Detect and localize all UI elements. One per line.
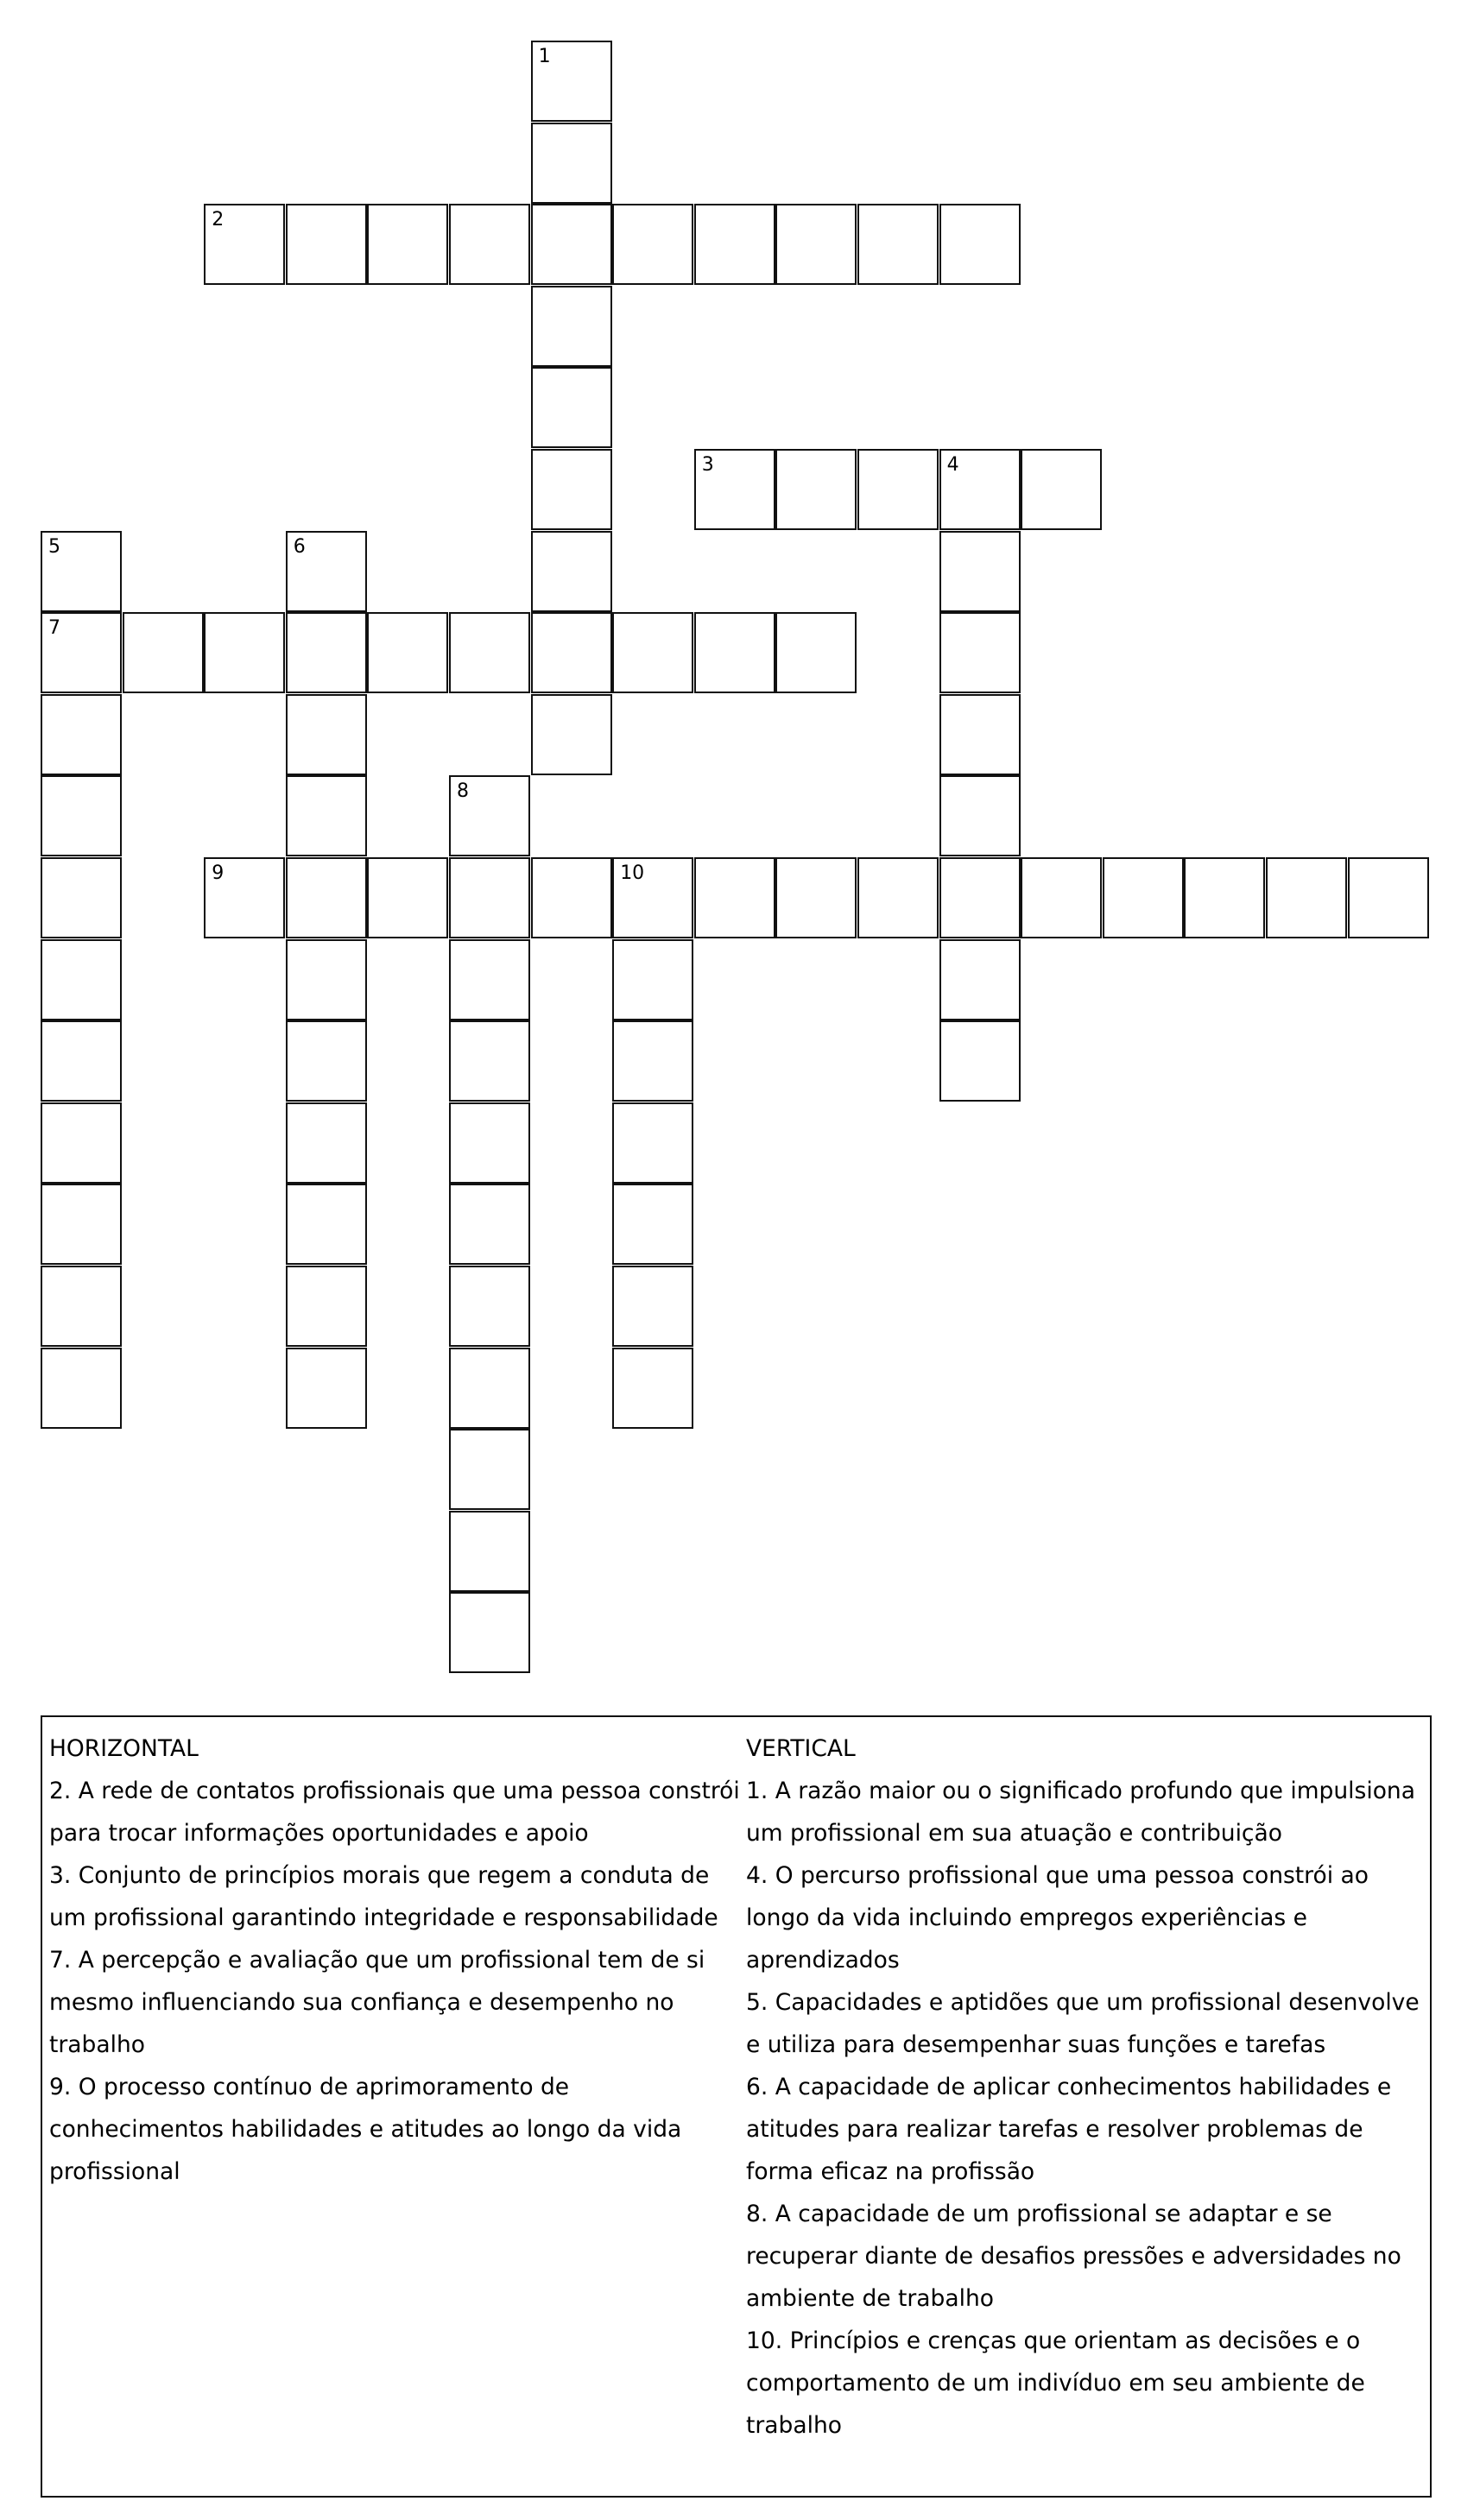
- grid-cell[interactable]: [775, 449, 857, 530]
- grid-cell[interactable]: [531, 449, 612, 530]
- grid-cell[interactable]: [449, 1102, 530, 1184]
- grid-cell[interactable]: [612, 1184, 693, 1265]
- grid-cell[interactable]: [531, 204, 612, 285]
- clue-down-6: 6. A capacidade de aplicar conhecimentos habilidades e atitudes para realizar tarefas e resolver problemas de forma eficaz na profissão: [746, 2074, 1392, 2185]
- grid-cell[interactable]: [286, 857, 367, 938]
- grid-cell[interactable]: [449, 1592, 530, 1673]
- grid-cell[interactable]: [1103, 857, 1184, 938]
- clue-across-9: 9. O processo contínuo de aprimoramento de conhecimentos habilidades e atitudes ao longo da vida profissional: [49, 2074, 682, 2185]
- grid-cell[interactable]: [612, 1266, 693, 1347]
- grid-cell[interactable]: [449, 857, 530, 938]
- grid-cell[interactable]: [694, 857, 775, 938]
- grid-cell[interactable]: [41, 1020, 122, 1102]
- grid-cell[interactable]: [41, 1348, 122, 1429]
- grid-cell[interactable]: [41, 1102, 122, 1184]
- grid-cell[interactable]: [367, 857, 448, 938]
- clue-across-7: 7. A percepção e avaliação que um profissional tem de si mesmo influenciando sua confiança e desempenho no trabalho: [49, 1947, 705, 2058]
- grid-cell[interactable]: [41, 775, 122, 856]
- clue-down-8: 8. A capacidade de um profissional se adaptar e se recuperar diante de desafios pressões e adversidades no ambiente de trabalho: [746, 2201, 1401, 2312]
- grid-cell[interactable]: [939, 204, 1021, 285]
- grid-cell[interactable]: [367, 204, 448, 285]
- grid-cell[interactable]: [1184, 857, 1265, 938]
- grid-cell[interactable]: [1266, 857, 1347, 938]
- grid-cell[interactable]: [286, 1348, 367, 1429]
- grid-cell[interactable]: [857, 204, 939, 285]
- grid-cell[interactable]: [775, 204, 857, 285]
- grid-cell[interactable]: [531, 286, 612, 367]
- grid-cell[interactable]: [204, 857, 285, 938]
- grid-cell[interactable]: [1021, 857, 1102, 938]
- grid-cell[interactable]: [286, 1102, 367, 1184]
- grid-cell[interactable]: [939, 449, 1021, 530]
- vertical-title: VERTICAL: [746, 1735, 856, 1762]
- grid-cell[interactable]: [286, 1266, 367, 1347]
- grid-cell[interactable]: [531, 41, 612, 122]
- grid-cell[interactable]: [41, 1184, 122, 1265]
- grid-cell[interactable]: [857, 857, 939, 938]
- grid-cell[interactable]: [449, 775, 530, 856]
- clue-number: 3: [701, 454, 714, 476]
- grid-cell[interactable]: [612, 1348, 693, 1429]
- grid-cell[interactable]: [204, 612, 285, 693]
- grid-cell[interactable]: [286, 531, 367, 612]
- grid-cell[interactable]: [612, 939, 693, 1020]
- clue-number: 2: [212, 209, 225, 231]
- vertical-clues: [746, 1727, 1428, 2447]
- grid-cell[interactable]: [449, 1348, 530, 1429]
- clue-down-4: 4. O percurso profissional que uma pessoa constrói ao longo da vida incluindo empregos experiências e aprendizados: [746, 1862, 1369, 1974]
- grid-cell[interactable]: [694, 449, 775, 530]
- grid-cell[interactable]: [531, 694, 612, 775]
- grid-cell[interactable]: [286, 775, 367, 856]
- grid-cell[interactable]: [286, 612, 367, 693]
- clue-across-2: 2. A rede de contatos profissionais que uma pessoa constrói para trocar informações oportunidades e apoio: [49, 1778, 740, 1847]
- grid-cell[interactable]: [694, 204, 775, 285]
- clue-number: 10: [620, 862, 645, 884]
- grid-cell[interactable]: [449, 1429, 530, 1510]
- grid-cell[interactable]: [694, 612, 775, 693]
- grid-cell[interactable]: [41, 857, 122, 938]
- grid-cell[interactable]: [939, 612, 1021, 693]
- grid-cell[interactable]: [41, 1266, 122, 1347]
- grid-cell[interactable]: [939, 1020, 1021, 1102]
- grid-cell[interactable]: [286, 204, 367, 285]
- grid-cell[interactable]: [531, 123, 612, 204]
- grid-cell[interactable]: [775, 612, 857, 693]
- grid-cell[interactable]: [449, 1184, 530, 1265]
- grid-cell[interactable]: [449, 1511, 530, 1592]
- grid-cell[interactable]: [939, 775, 1021, 856]
- clue-down-1: 1. A razão maior ou o significado profundo que impulsiona um profissional em sua atuação e contribuição: [746, 1778, 1415, 1847]
- grid-cell[interactable]: [41, 612, 122, 693]
- grid-cell[interactable]: [204, 204, 285, 285]
- clue-number: 9: [212, 862, 225, 884]
- clue-across-3: 3. Conjunto de princípios morais que regem a conduta de um profissional garantindo integridade e responsabilidade: [49, 1862, 718, 1931]
- grid-cell[interactable]: [1021, 449, 1102, 530]
- clue-number: 4: [946, 454, 959, 476]
- horizontal-title: HORIZONTAL: [49, 1735, 199, 1762]
- grid-cell[interactable]: [612, 857, 693, 938]
- grid-cell[interactable]: [449, 1266, 530, 1347]
- grid-cell[interactable]: [286, 1184, 367, 1265]
- clue-number: 7: [48, 617, 60, 640]
- grid-cell[interactable]: [449, 939, 530, 1020]
- grid-cell[interactable]: [531, 367, 612, 448]
- clue-number: 6: [293, 535, 306, 558]
- grid-cell[interactable]: [41, 939, 122, 1020]
- grid-cell[interactable]: [41, 531, 122, 612]
- grid-cell[interactable]: [367, 612, 448, 693]
- grid-cell[interactable]: [612, 612, 693, 693]
- clue-number: 5: [48, 535, 60, 558]
- grid-cell[interactable]: [939, 531, 1021, 612]
- grid-cell[interactable]: [449, 204, 530, 285]
- clue-box: [41, 1715, 1432, 2498]
- grid-cell[interactable]: [939, 694, 1021, 775]
- clue-number: 8: [457, 780, 469, 803]
- grid-cell[interactable]: [939, 857, 1021, 938]
- grid-cell[interactable]: [939, 939, 1021, 1020]
- grid-cell[interactable]: [449, 1020, 530, 1102]
- grid-cell[interactable]: [612, 1102, 693, 1184]
- grid-cell[interactable]: [612, 204, 693, 285]
- grid-cell[interactable]: [286, 1020, 367, 1102]
- grid-cell[interactable]: [612, 1020, 693, 1102]
- grid-cell[interactable]: [857, 449, 939, 530]
- clue-down-10: 10. Princípios e crenças que orientam as decisões e o comportamento de um indivíduo em seu ambiente de trabalho: [746, 2327, 1365, 2439]
- grid-cell[interactable]: [1348, 857, 1429, 938]
- clue-down-5: 5. Capacidades e aptidões que um profissional desenvolve e utiliza para desempenhar suas funções e tarefas: [746, 1989, 1420, 2058]
- grid-cell[interactable]: [775, 857, 857, 938]
- grid-cell[interactable]: [286, 694, 367, 775]
- grid-cell[interactable]: [531, 857, 612, 938]
- clue-number: 1: [538, 46, 551, 67]
- grid-cell[interactable]: [531, 612, 612, 693]
- grid-cell[interactable]: [531, 531, 612, 612]
- horizontal-clues: [49, 1727, 740, 2193]
- grid-cell[interactable]: [449, 612, 530, 693]
- grid-cell[interactable]: [286, 939, 367, 1020]
- grid-cell[interactable]: [123, 612, 204, 693]
- grid-cell[interactable]: [41, 694, 122, 775]
